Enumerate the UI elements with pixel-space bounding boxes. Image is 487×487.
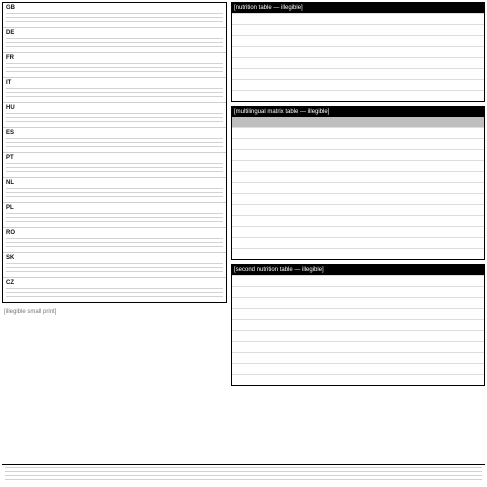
table-row [232, 330, 484, 341]
language-code: ES [6, 130, 15, 136]
table-row [232, 149, 484, 160]
table-row [232, 275, 484, 286]
nutrition-table-middle [231, 106, 485, 260]
illegible-text [6, 63, 223, 74]
illegible-text [6, 213, 223, 224]
table-row [232, 13, 484, 24]
table-row [232, 68, 484, 79]
language-code: RO [6, 230, 15, 236]
language-code: CZ [6, 280, 14, 286]
table-row [232, 57, 484, 68]
illegible-text [6, 113, 223, 124]
table-row [232, 297, 484, 308]
language-section [3, 53, 226, 78]
table-row [232, 127, 484, 138]
table-header: [second nutrition table — illegible] [232, 265, 484, 275]
illegible-text [5, 467, 482, 483]
language-section [3, 28, 226, 53]
illegible-text [6, 88, 223, 99]
nutrition-table-bottom [231, 264, 485, 386]
language-section [3, 203, 226, 228]
language-section [3, 178, 226, 203]
table-row [232, 79, 484, 90]
table-row [232, 24, 484, 35]
language-section [3, 103, 226, 128]
table-row [232, 319, 484, 330]
table-row [232, 308, 484, 319]
table-header: [multilingual matrix table — illegible] [232, 107, 484, 117]
language-section [3, 128, 226, 153]
illegible-text [6, 288, 223, 299]
language-section [3, 278, 226, 302]
illegible-text [6, 38, 223, 49]
footer-text [2, 464, 485, 485]
table-row [232, 182, 484, 193]
table-row [232, 226, 484, 237]
table-row [232, 193, 484, 204]
language-code: DE [6, 30, 15, 36]
table-row [232, 237, 484, 248]
left-text-column [2, 2, 227, 483]
language-section [3, 3, 226, 28]
language-code: SK [6, 255, 15, 261]
illegible-text [6, 238, 223, 249]
language-code: FR [6, 55, 14, 61]
language-code: IT [6, 80, 12, 86]
table-row [232, 363, 484, 374]
illegible-text [6, 188, 223, 199]
illegible-text [6, 163, 223, 174]
language-section [3, 153, 226, 178]
table-row [232, 171, 484, 182]
table-row [232, 286, 484, 297]
table-row [232, 138, 484, 149]
language-code: GB [6, 5, 15, 11]
language-section [3, 253, 226, 278]
language-code: HU [6, 105, 15, 111]
table-row [232, 248, 484, 259]
language-section [3, 78, 226, 103]
subheader-bar [232, 117, 484, 127]
language-code: NL [6, 180, 14, 186]
table-row [232, 374, 484, 385]
table-row [232, 204, 484, 215]
illegible-text [6, 263, 223, 274]
table-row [232, 90, 484, 101]
language-section [3, 228, 226, 253]
illegible-text [6, 13, 223, 24]
multilingual-text-block [2, 2, 227, 303]
table-row [232, 341, 484, 352]
table-row [232, 35, 484, 46]
nutrition-table-top [231, 2, 485, 102]
table-header: [nutrition table — illegible] [232, 3, 484, 13]
table-row [232, 215, 484, 226]
table-row [232, 46, 484, 57]
table-row [232, 160, 484, 171]
table-row [232, 352, 484, 363]
illegible-note: [illegible small print] [4, 309, 57, 315]
language-code: PT [6, 155, 14, 161]
language-code: PL [6, 205, 14, 211]
illegible-text [6, 138, 223, 149]
right-table-column [231, 2, 485, 483]
